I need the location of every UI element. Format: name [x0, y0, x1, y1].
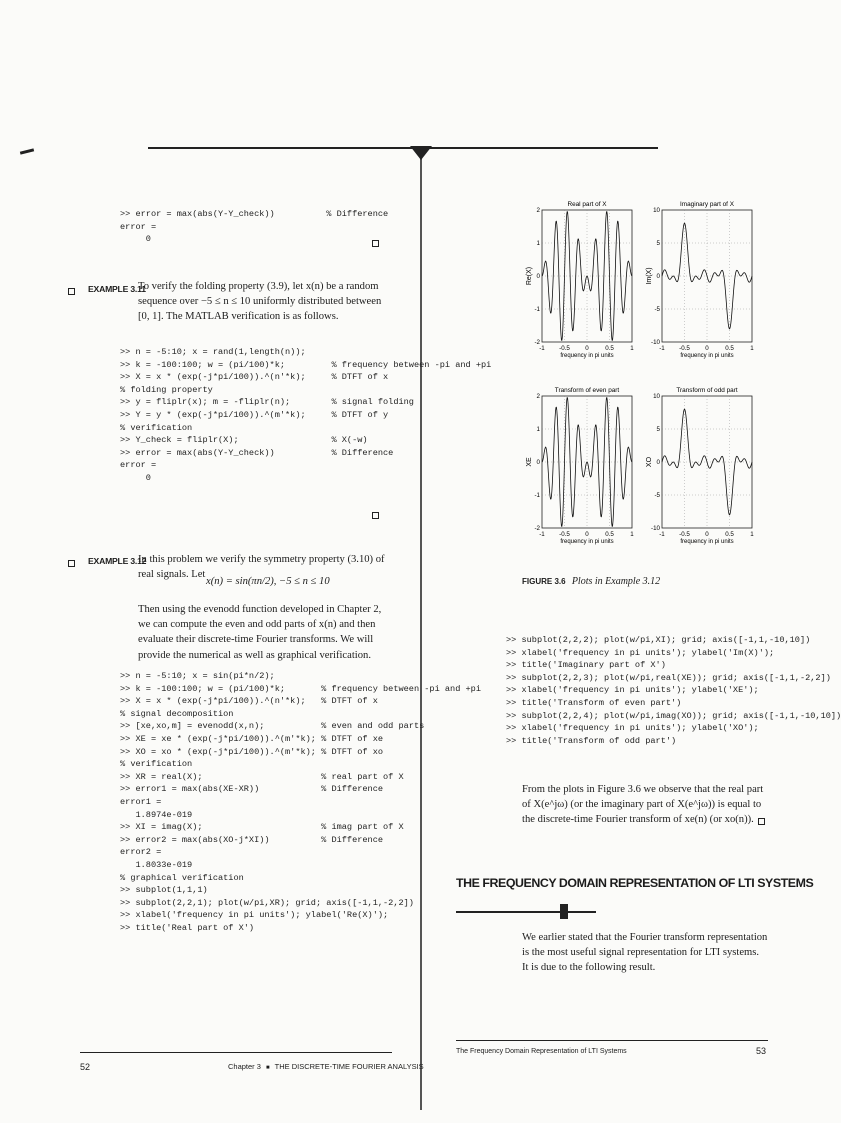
- code-line: 0: [120, 472, 151, 483]
- figure-caption-label: FIGURE 3.6: [522, 577, 566, 586]
- section-heading-rule: [456, 911, 596, 913]
- footer-chapter-title: THE DISCRETE-TIME FOURIER ANALYSIS: [274, 1062, 424, 1071]
- x-tick-label: -1: [659, 345, 665, 352]
- code-line: >> k = -100:100; w = (pi/100)*k; % frequency between -pi and +pi: [120, 359, 492, 370]
- x-tick-label: -1: [539, 531, 545, 538]
- example-3-11-text: To verify the folding property (3.9), let x(n) be a random sequence over −5 ≤ n ≤ 10 uniformly distributed between [0, 1]. The MATLAB verification is as follows.: [138, 281, 382, 323]
- example-3-11-label: EXAMPLE 3.11: [88, 284, 146, 294]
- y-tick-label: 0: [536, 459, 540, 466]
- y-axis-label: XE: [526, 457, 533, 467]
- figure-caption-text: Plots in Example 3.12: [571, 576, 661, 587]
- scan-mark: [20, 148, 34, 154]
- plot-title: Imaginary part of X: [680, 201, 734, 208]
- figure-3-6: [528, 196, 768, 566]
- x-tick-label: 1: [630, 345, 634, 352]
- code-line: >> error2 = max(abs(XO-j*XI)) % Difference: [120, 834, 384, 845]
- code-line: >> subplot(2,2,4); plot(w/pi,imag(XO)); grid; axis([-1,1,-10,10]): [506, 710, 841, 721]
- y-tick-label: -5: [654, 492, 660, 499]
- x-tick-label: 0.5: [605, 531, 614, 538]
- section-heading-marker: [560, 904, 568, 919]
- y-tick-label: -10: [651, 339, 660, 346]
- y-tick-label: -2: [534, 339, 540, 346]
- code-line: >> xlabel('frequency in pi units'); ylabel('Im(X)');: [506, 647, 775, 658]
- left-page-number: 52: [80, 1062, 91, 1072]
- code-line: 0: [120, 234, 151, 245]
- x-tick-label: 0: [705, 531, 709, 538]
- x-tick-label: 1: [750, 345, 754, 352]
- code-line: >> error = max(abs(Y-Y_check)) % Difference: [120, 447, 394, 458]
- x-tick-label: 0.5: [725, 345, 734, 352]
- example-marker-icon: [68, 288, 75, 295]
- right-page-number: 53: [756, 1046, 767, 1056]
- code-line: >> [xe,xo,m] = evenodd(x,n); % even and odd parts: [120, 721, 425, 732]
- code-line: >> title('Real part of X'): [120, 922, 255, 933]
- right-footer-rule: [456, 1040, 768, 1041]
- y-tick-label: 1: [536, 240, 540, 247]
- code-line: >> XO = xo * (exp(-j*pi/100)).^(m'*k); % DTFT of xo: [120, 746, 384, 757]
- plot-title: Real part of X: [567, 201, 607, 208]
- code-line: error =: [120, 221, 157, 232]
- x-tick-label: -1: [539, 345, 545, 352]
- x-axis-label: frequency in pi units: [680, 539, 734, 545]
- code-line: >> title('Transform of even part'): [506, 697, 682, 708]
- y-tick-label: 0: [656, 273, 660, 280]
- code-block-symmetry-verification: [120, 670, 481, 934]
- code-block-subplots: [506, 634, 841, 747]
- example-3-12-label: EXAMPLE 3.12: [88, 556, 147, 566]
- right-footer-running-head: The Frequency Domain Representation of LTI Systems: [456, 1048, 627, 1055]
- code-line: >> n = -5:10; x = rand(1,length(n));: [120, 347, 306, 357]
- y-tick-label: 2: [536, 393, 540, 400]
- y-tick-label: 5: [656, 426, 660, 433]
- y-tick-label: 0: [656, 459, 660, 466]
- x-axis-label: frequency in pi units: [560, 539, 614, 545]
- x-tick-label: 0: [585, 345, 589, 352]
- x-tick-label: -0.5: [679, 345, 690, 352]
- code-line: error =: [120, 460, 157, 471]
- end-of-example-mark: [372, 512, 379, 519]
- y-tick-label: 1: [536, 426, 540, 433]
- code-line: % verification: [120, 759, 193, 770]
- code-line: >> subplot(2,2,1); plot(w/pi,XR); grid; axis([-1,1,-2,2]): [120, 897, 414, 908]
- left-footer-running-head: [228, 1062, 424, 1071]
- code-line: >> error = max(abs(Y-Y_check)) % Difference: [120, 209, 389, 219]
- y-tick-label: -5: [654, 306, 660, 313]
- end-of-example-mark: [372, 240, 379, 247]
- code-line: >> XE = xe * (exp(-j*pi/100)).^(m'*k); % DTFT of xe: [120, 733, 384, 744]
- code-line: >> k = -100:100; w = (pi/100)*k; % frequency between -pi and +pi: [120, 683, 481, 694]
- code-line: >> title('Imaginary part of X'): [506, 660, 666, 671]
- x-tick-label: 1: [750, 531, 754, 538]
- code-line: % signal decomposition: [120, 708, 234, 719]
- x-tick-label: -1: [659, 531, 665, 538]
- x-tick-label: 1: [630, 531, 634, 538]
- code-line: >> subplot(2,2,2); plot(w/pi,XI); grid; axis([-1,1,-10,10]): [506, 635, 811, 645]
- y-axis-label: XO: [646, 456, 653, 468]
- y-tick-label: -1: [534, 306, 540, 313]
- x-tick-label: 0: [585, 531, 589, 538]
- binding-notch: [410, 146, 432, 160]
- example-3-12-equation: x(n) = sin(πn/2), −5 ≤ n ≤ 10: [206, 576, 330, 587]
- section-paragraph: We earlier stated that the Fourier transform representation is the most useful signal representation for LTI systems. It is due to the following result.: [522, 932, 768, 974]
- code-line: >> y = fliplr(x); m = -fliplr(n); % signal folding: [120, 397, 414, 408]
- y-tick-label: 10: [653, 207, 660, 214]
- end-of-example-mark: [758, 818, 765, 825]
- code-line: >> error1 = max(abs(XE-XR)) % Difference: [120, 784, 384, 795]
- plot-title: Transform of odd part: [676, 387, 738, 394]
- code-line: >> X = x * (exp(-j*pi/100)).^(n'*k); % DTFT of x: [120, 372, 389, 383]
- plot-title: Transform of even part: [554, 387, 620, 394]
- code-line: 1.8033e-019: [120, 859, 193, 870]
- footer-bullet-icon: ■: [266, 1065, 270, 1071]
- y-tick-label: 10: [653, 393, 660, 400]
- x-tick-label: -0.5: [679, 531, 690, 538]
- code-line: >> xlabel('frequency in pi units'); ylabel('Re(X)');: [120, 910, 389, 921]
- x-axis-label: frequency in pi units: [680, 353, 734, 359]
- code-line: >> subplot(2,2,3); plot(w/pi,real(XE)); grid; axis([-1,1,-2,2]): [506, 672, 831, 683]
- code-line: >> Y = y * (exp(-j*pi/100)).^(m'*k); % DTFT of y: [120, 409, 389, 420]
- y-tick-label: 0: [536, 273, 540, 280]
- footer-chapter: Chapter 3: [228, 1062, 261, 1071]
- example-3-12-paragraph: Then using the evenodd function developed in Chapter 2, we can compute the even and odd parts of x(n) and then evaluate their discrete-time Fourier transforms. We will provide the numerical as well as graphical verification.: [138, 604, 382, 661]
- code-line: >> xlabel('frequency in pi units'); ylabel('XO');: [506, 723, 759, 734]
- code-line: >> title('Transform of odd part'): [506, 735, 677, 746]
- x-tick-label: 0.5: [605, 345, 614, 352]
- x-tick-label: -0.5: [559, 345, 570, 352]
- code-block-folding-property: [120, 346, 491, 485]
- code-line: >> subplot(1,1,1): [120, 885, 208, 896]
- x-tick-label: 0: [705, 345, 709, 352]
- top-rule: [148, 147, 658, 149]
- gutter-shadow: [420, 150, 422, 1110]
- example-marker-icon: [68, 560, 75, 567]
- observation-paragraph: From the plots in Figure 3.6 we observe that the real part of X(e^jω) (or the imaginary part of X(e^jω)) is equal to the discrete-time Fourier transform of xe(n) (or xo(n)).: [522, 784, 764, 826]
- code-line: >> xlabel('frequency in pi units'); ylabel('XE');: [506, 685, 759, 696]
- y-tick-label: -2: [534, 525, 540, 532]
- code-line: % folding property: [120, 384, 213, 395]
- y-tick-label: -1: [534, 492, 540, 499]
- code-line: error1 =: [120, 796, 162, 807]
- x-axis-label: frequency in pi units: [560, 353, 614, 359]
- code-line: >> Y_check = fliplr(X); % X(-w): [120, 435, 368, 446]
- y-tick-label: -10: [651, 525, 660, 532]
- code-line: >> X = x * (exp(-j*pi/100)).^(n'*k); % DTFT of x: [120, 696, 378, 707]
- figure-caption: [522, 574, 660, 589]
- code-line: % graphical verification: [120, 872, 244, 883]
- left-footer-rule: [80, 1052, 392, 1053]
- code-line: >> XR = real(X); % real part of X: [120, 771, 404, 782]
- y-tick-label: 5: [656, 240, 660, 247]
- y-tick-label: 2: [536, 207, 540, 214]
- section-heading: THE FREQUENCY DOMAIN REPRESENTATION OF LTI SYSTEMS: [456, 876, 814, 890]
- code-line: % verification: [120, 422, 193, 433]
- code-line: 1.8974e-019: [120, 809, 193, 820]
- x-tick-label: 0.5: [725, 531, 734, 538]
- y-axis-label: Re(X): [526, 266, 533, 286]
- code-line: error2 =: [120, 847, 162, 858]
- code-line: >> n = -5:10; x = sin(pi*n/2);: [120, 671, 275, 681]
- x-tick-label: -0.5: [559, 531, 570, 538]
- code-line: >> XI = imag(X); % imag part of X: [120, 822, 404, 833]
- code-block-error-check: [120, 208, 388, 246]
- y-axis-label: Im(X): [646, 267, 653, 285]
- example-3-12-text: In this problem we verify the symmetry property (3.10) of real signals. Let: [138, 554, 385, 581]
